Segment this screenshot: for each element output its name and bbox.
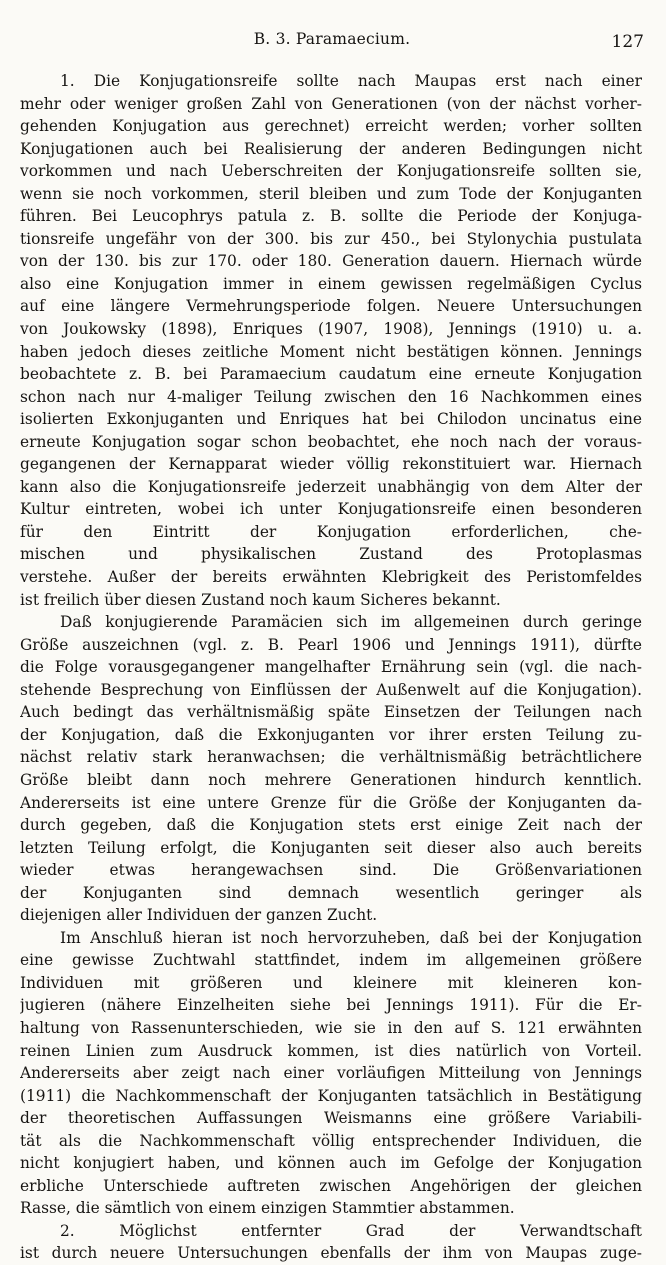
text-line: schon nach nur 4-maliger Teilung zwischen den 16 Nachkommen eines [20,387,642,406]
text-line: Im Anschluß hieran ist noch hervorzuheben, daß bei der Konjugation [60,928,642,947]
text-line: Individuen mit größeren und kleinere mit kleineren kon- [20,973,642,992]
text-line: Andererseits aber zeigt nach einer vorläufigen Mitteilung von Jennings [20,1064,642,1083]
text-line: der theoretischen Auffassungen Weismanns eine größere Variabili- [20,1109,642,1128]
text-line: vorkommen und nach Ueberschreiten der Konjugationsreife sollten sie, [20,162,642,181]
text-line: 2. Möglichst entfernter Grad der Verwandtschaft [60,1221,642,1240]
page-number: 127 [611,32,644,52]
text-line: von der 130. bis zur 170. oder 180. Generation dauern. Hiernach würde [20,252,642,271]
text-line: jugieren (nähere Einzelheiten siehe bei Jennings 1911). Für die Er- [20,996,642,1015]
text-line: reinen Linien zum Ausdruck kommen, ist dies natürlich von Vorteil. [20,1041,642,1060]
text-line: wenn sie noch vorkommen, steril bleiben und zum Tode der Konjuganten [20,184,642,203]
text-line: verstehe. Außer der bereits erwähnten Klebrigkeit des Peristomfeldes [20,568,642,587]
text-line: führen. Bei Leucophrys patula z. B. sollte die Periode der Konjuga- [20,207,642,226]
text-line: gegangenen der Kernapparat wieder völlig rekonstituiert war. Hiernach [20,455,642,474]
body-text [20,70,642,1265]
text-line: Größe auszeichnen (vgl. z. B. Pearl 1906 und Jennings 1911), dürfte [20,635,642,654]
text-line: Auch bedingt das verhältnismäßig späte Einsetzen der Teilungen nach [20,703,642,722]
text-line: auf eine längere Vermehrungsperiode folgen. Neuere Untersuchungen [20,297,642,316]
text-line: haben jedoch dieses zeitliche Moment nicht bestätigen können. Jennings [20,342,642,361]
text-line: für den Eintritt der Konjugation erforderlichen, che- [20,522,642,541]
text-line: erneute Konjugation sogar schon beobachtet, ehe noch nach der voraus- [20,432,642,451]
text-line: beobachtete z. B. bei Paramaecium caudatum eine erneute Konjugation [20,365,642,384]
text-line: mehr oder weniger großen Zahl von Generationen (von der nächst vorher- [20,94,642,113]
text-line: letzten Teilung erfolgt, die Konjuganten seit dieser also auch bereits [20,838,642,857]
text-line: mischen und physikalischen Zustand des Protoplasmas [20,545,642,564]
text-line: Kultur eintreten, wobei ich unter Konjugationsreife einen besonderen [20,500,642,519]
text-line: die Folge vorausgegangener mangelhafter Ernährung sein (vgl. die nach- [20,658,642,677]
text-line: Größe bleibt dann noch mehrere Generationen hindurch kenntlich. [20,770,642,789]
text-line: isolierten Exkonjuganten und Enriques hat bei Chilodon uncinatus eine [20,410,642,429]
text-line: nächst relativ stark heranwachsen; die verhältnismäßig beträchtlichere [20,748,642,767]
text-line: haltung von Rassenunterschieden, wie sie in den auf S. 121 erwähnten [20,1018,642,1037]
text-line: tionsreife ungefähr von der 300. bis zur 450., bei Stylonychia pustulata [20,229,642,248]
text-line: der Konjugation, daß die Exkonjuganten vor ihrer ersten Teilung zu- [20,725,642,744]
text-line: kann also die Konjugationsreife jederzeit unabhängig von dem Alter der [20,477,642,496]
text-line: (1911) die Nachkommenschaft der Konjuganten tatsächlich in Bestätigung [20,1086,642,1105]
text-line: nicht konjugiert haben, und können auch im Gefolge der Konjugation [20,1154,642,1173]
running-head: B. 3. Paramaecium. [253,30,411,48]
text-line: diejenigen aller Individuen der ganzen Zucht. [20,906,378,925]
page-header [20,30,644,54]
text-line: wieder etwas herangewachsen sind. Die Größenvariationen [20,861,642,880]
text-line: Konjugationen auch bei Realisierung der anderen Bedingungen nicht [20,139,642,158]
text-line: eine gewisse Zuchtwahl stattfindet, indem im allgemeinen größere [20,951,642,970]
text-line: 1. Die Konjugationsreife sollte nach Maupas erst nach einer [60,72,642,90]
text-line: ist freilich über diesen Zustand noch kaum Sicheres bekannt. [20,590,501,609]
text-line: tät als die Nachkommenschaft völlig entsprechender Individuen, die [20,1131,642,1150]
text-line: der Konjuganten sind demnach wesentlich geringer als [20,883,642,902]
text-line: ist durch neuere Untersuchungen ebenfalls der ihm von Maupas zuge- [20,1244,642,1263]
text-line: von Joukowsky (1898), Enriques (1907, 1908), Jennings (1910) u. a. [20,320,642,339]
text-line: Andererseits ist eine untere Grenze für die Größe der Konjuganten da- [20,793,642,812]
text-line: also eine Konjugation immer in einem gewissen regelmäßigen Cyclus [20,274,642,293]
text-line: erbliche Unterschiede auftreten zwischen Angehörigen der gleichen [20,1176,642,1195]
text-line: durch gegeben, daß die Konjugation stets erst einige Zeit nach der [20,816,642,835]
text-line: Daß konjugierende Paramäcien sich im allgemeinen durch geringe [60,613,642,632]
text-line: Rasse, die sämtlich von einem einzigen Stammtier abstammen. [20,1199,515,1218]
text-line: stehende Besprechung von Einflüssen der Außenwelt auf die Konjugation). [20,680,642,699]
text-line: gehenden Konjugation aus gerechnet) erreicht werden; vorher sollten [20,117,642,136]
